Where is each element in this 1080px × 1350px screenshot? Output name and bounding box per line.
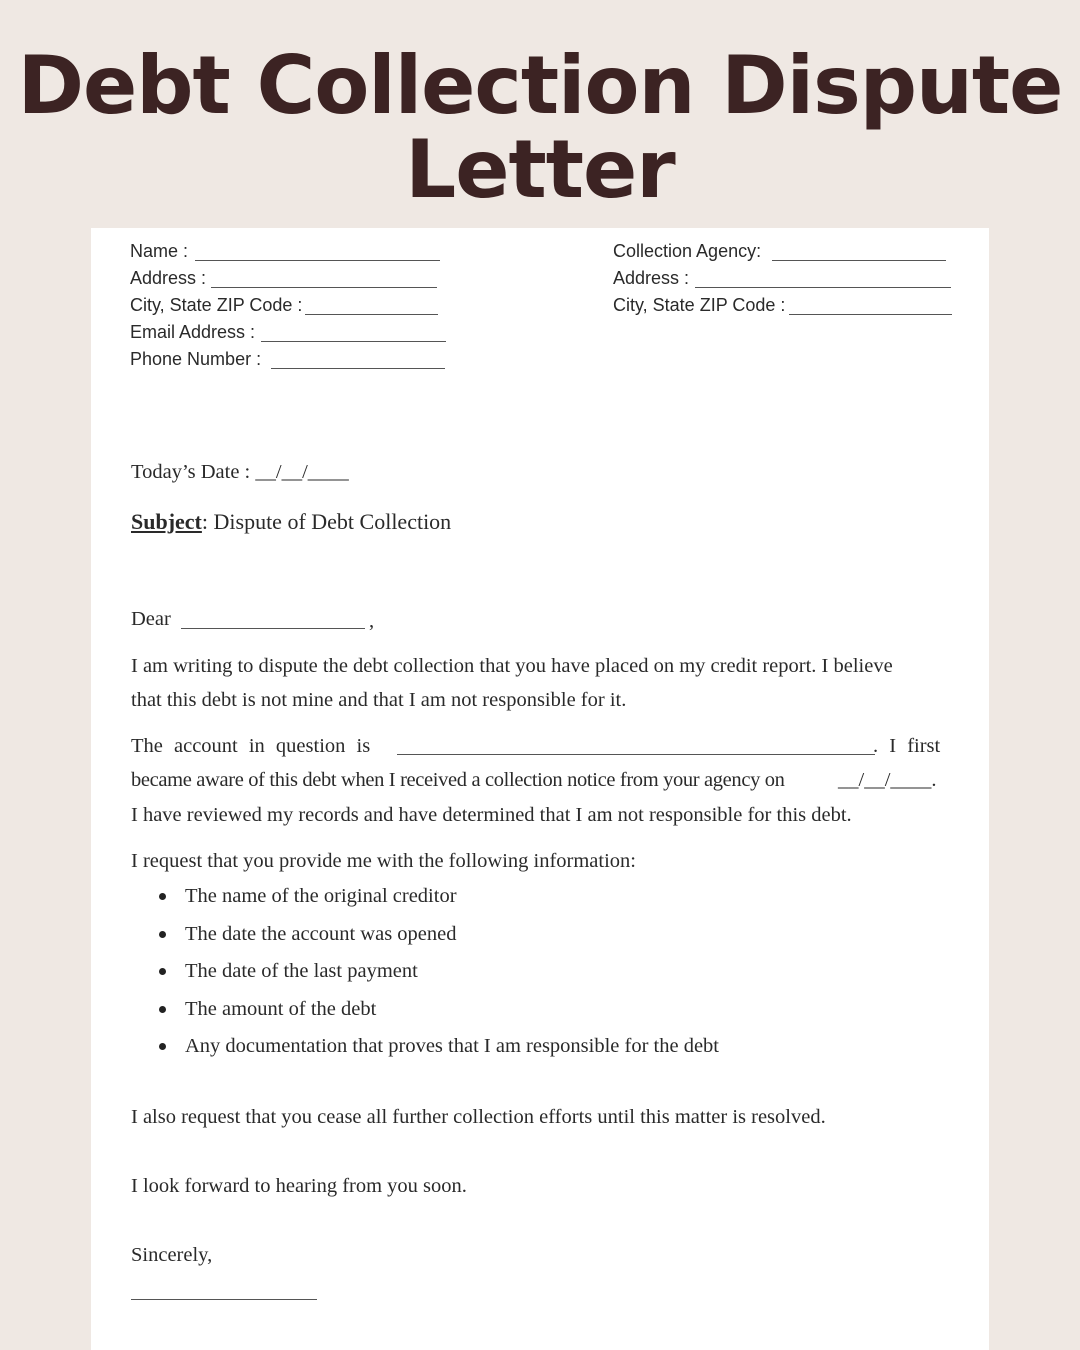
phone-label: Phone Number : (130, 349, 262, 369)
list-item: The date of the last payment (131, 959, 719, 997)
agency-address-field[interactable] (695, 287, 951, 288)
subject-text: : Dispute of Debt Collection (201, 509, 452, 534)
paragraph-4: I also request that you cease all further collection efforts until this matter is resolved. (131, 1106, 826, 1128)
letter-template (91, 228, 989, 1350)
paragraph-2-line-3: I have reviewed my records and have determined that I am not responsible for this debt. (131, 804, 852, 826)
request-list (131, 884, 719, 1072)
list-item: The name of the original creditor (131, 884, 719, 922)
subject-line (131, 510, 451, 534)
recipient-name-field[interactable] (181, 628, 365, 629)
paragraph-1-line-2: that this debt is not mine and that I am not responsible for it. (131, 689, 627, 711)
paragraph-2-start: The account in question is (131, 735, 371, 757)
paragraph-5: I look forward to hearing from you soon. (131, 1175, 467, 1197)
email-field[interactable] (261, 341, 446, 342)
email-label: Email Address : (130, 322, 256, 342)
paragraph-2-line-2: became aware of this debt when I received a collection notice from your agency on (131, 769, 785, 791)
signature-field[interactable] (131, 1299, 317, 1300)
collection-agency-label: Collection Agency: (613, 241, 762, 261)
agency-address-label: Address : (613, 268, 690, 288)
collection-agency-field[interactable] (772, 260, 946, 261)
page-title-line-2: Letter (405, 123, 675, 216)
paragraph-1-line-1: I am writing to dispute the debt collection that you have placed on my credit report. I believe (131, 655, 893, 677)
address-field[interactable] (211, 287, 437, 288)
agency-city-state-zip-label: City, State ZIP Code : (613, 295, 786, 315)
salutation: Dear (131, 608, 171, 630)
list-item: Any documentation that proves that I am responsible for the debt (131, 1034, 719, 1072)
date-label: Today’s Date : (131, 461, 251, 483)
salutation-comma: , (369, 610, 375, 632)
name-label: Name : (130, 241, 189, 261)
account-field[interactable] (397, 754, 875, 755)
name-field[interactable] (195, 260, 440, 261)
agency-city-state-zip-field[interactable] (789, 314, 952, 315)
subject-label: Subject (131, 509, 202, 534)
request-intro: I request that you provide me with the following information: (131, 850, 636, 872)
address-label: Address : (130, 268, 207, 288)
city-state-zip-label: City, State ZIP Code : (130, 295, 303, 315)
city-state-zip-field[interactable] (305, 314, 438, 315)
page-title: Debt Collection Dispute (17, 39, 1063, 132)
list-item: The date the account was opened (131, 922, 719, 960)
notice-date-blank[interactable]: __/__/____. (838, 769, 937, 791)
date-blank[interactable]: __/__/____ (255, 461, 349, 483)
todays-date (131, 460, 349, 484)
paragraph-2-end: . I first (873, 735, 941, 757)
list-item: The amount of the debt (131, 997, 719, 1035)
phone-field[interactable] (271, 368, 445, 369)
closing: Sincerely, (131, 1244, 213, 1266)
